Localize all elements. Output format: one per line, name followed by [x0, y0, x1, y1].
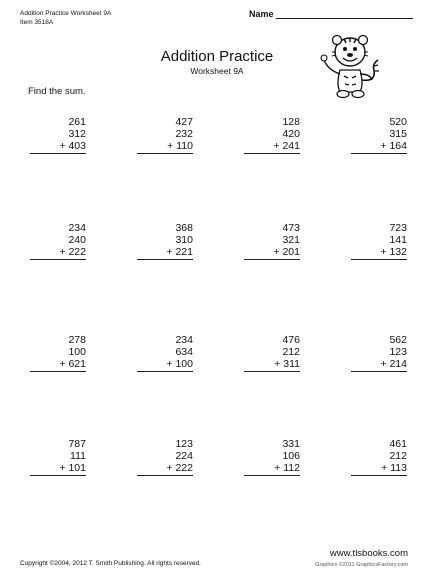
addend-3: 221: [175, 246, 193, 258]
addend-2: 100: [68, 346, 86, 358]
graphics-credit: Graphics ©2011 GraphicsFactory.com: [315, 562, 408, 568]
plus-sign: +: [274, 358, 281, 370]
plus-sign: +: [273, 140, 280, 152]
plus-sign: +: [381, 462, 388, 474]
addend-3-row: [137, 462, 193, 476]
addend-3-row: [30, 246, 86, 260]
addend-3-row: [30, 462, 86, 476]
problem-7: [244, 222, 300, 260]
problem-9: [30, 334, 86, 372]
addend-3-row: [137, 246, 193, 260]
addend-1: 331: [282, 438, 300, 450]
addend-2: 240: [68, 234, 86, 246]
problem-15: [244, 438, 300, 476]
plus-sign: +: [380, 358, 387, 370]
problem-8: [351, 222, 407, 260]
copyright-text: Copyright ©2004, 2012 T. Smith Publishing. All rights reserved.: [20, 560, 201, 567]
addend-3-row: [244, 140, 300, 154]
plus-sign: +: [59, 140, 66, 152]
addend-2: 232: [175, 128, 193, 140]
addend-3: 100: [175, 358, 193, 370]
problem-12: [351, 334, 407, 372]
addend-1: 476: [282, 334, 300, 346]
plus-sign: +: [380, 246, 387, 258]
addend-2: 123: [389, 346, 407, 358]
problem-4: [351, 116, 407, 154]
addend-2: 141: [389, 234, 407, 246]
problem-5: [30, 222, 86, 260]
item-code: Item 3518A: [20, 18, 54, 26]
addend-3: 201: [282, 246, 300, 258]
addend-3: 311: [283, 358, 300, 370]
addend-3-row: [351, 140, 407, 154]
addend-3-row: [351, 246, 407, 260]
addend-3-row: [137, 358, 193, 372]
addend-1: 234: [68, 222, 86, 234]
addend-1: 368: [175, 222, 193, 234]
addend-1: 473: [282, 222, 300, 234]
name-line: [276, 18, 413, 19]
addend-3: 214: [389, 358, 407, 370]
addend-2: 634: [175, 346, 193, 358]
addend-1: 787: [68, 438, 86, 450]
addend-3-row: [30, 140, 86, 154]
name-label: Name: [249, 9, 274, 19]
problem-2: [137, 116, 193, 154]
addend-3-row: [244, 358, 300, 372]
addend-1: 723: [389, 222, 407, 234]
addend-3: 132: [389, 246, 407, 258]
addend-2: 224: [175, 450, 193, 462]
problem-3: [244, 116, 300, 154]
addend-2: 111: [70, 450, 86, 462]
addend-2: 106: [282, 450, 300, 462]
addend-1: 128: [282, 116, 300, 128]
website-link[interactable]: www.tlsbooks.com: [329, 548, 408, 559]
problem-14: [137, 438, 193, 476]
plus-sign: +: [380, 140, 387, 152]
addend-2: 315: [389, 128, 407, 140]
plus-sign: +: [166, 358, 173, 370]
addend-3: 113: [390, 462, 407, 474]
worksheet-name: Addition Practice Worksheet 9A: [20, 10, 112, 17]
plus-sign: +: [167, 140, 174, 152]
addend-1: 234: [175, 334, 193, 346]
problem-16: [351, 438, 407, 476]
addend-1: 278: [68, 334, 86, 346]
addend-1: 427: [175, 116, 193, 128]
problem-13: [30, 438, 86, 476]
addend-3: 222: [68, 246, 86, 258]
addend-3: 110: [176, 140, 193, 152]
addend-3: 621: [68, 358, 86, 370]
plus-sign: +: [59, 358, 66, 370]
problem-6: [137, 222, 193, 260]
tiger-mascot-icon: [318, 30, 384, 100]
instruction-text: Find the sum.: [28, 86, 86, 97]
addend-1: 562: [389, 334, 407, 346]
addend-3: 112: [283, 462, 300, 474]
addend-1: 520: [389, 116, 407, 128]
plus-sign: +: [166, 462, 173, 474]
addend-2: 212: [282, 346, 300, 358]
plus-sign: +: [166, 246, 173, 258]
addend-1: 261: [68, 116, 86, 128]
addend-2: 321: [282, 234, 300, 246]
addend-2: 312: [68, 128, 86, 140]
page-subtitle: Worksheet 9A: [190, 66, 244, 76]
problem-1: [30, 116, 86, 154]
addend-3: 241: [282, 140, 300, 152]
addend-1: 461: [389, 438, 407, 450]
addend-3-row: [244, 246, 300, 260]
plus-sign: +: [59, 462, 66, 474]
addend-2: 212: [389, 450, 407, 462]
plus-sign: +: [273, 246, 280, 258]
addend-3: 101: [68, 462, 86, 474]
worksheet-meta: [20, 10, 111, 27]
plus-sign: +: [274, 462, 281, 474]
addend-3-row: [351, 358, 407, 372]
addend-2: 420: [282, 128, 300, 140]
addend-2: 310: [175, 234, 193, 246]
problem-10: [137, 334, 193, 372]
addend-3-row: [30, 358, 86, 372]
addend-3-row: [244, 462, 300, 476]
addend-3: 164: [389, 140, 407, 152]
addend-3-row: [351, 462, 407, 476]
problem-11: [244, 334, 300, 372]
addend-3: 222: [175, 462, 193, 474]
addend-3: 403: [68, 140, 86, 152]
addend-1: 123: [175, 438, 193, 450]
page-title: Addition Practice: [160, 48, 274, 65]
addend-3-row: [137, 140, 193, 154]
plus-sign: +: [59, 246, 66, 258]
